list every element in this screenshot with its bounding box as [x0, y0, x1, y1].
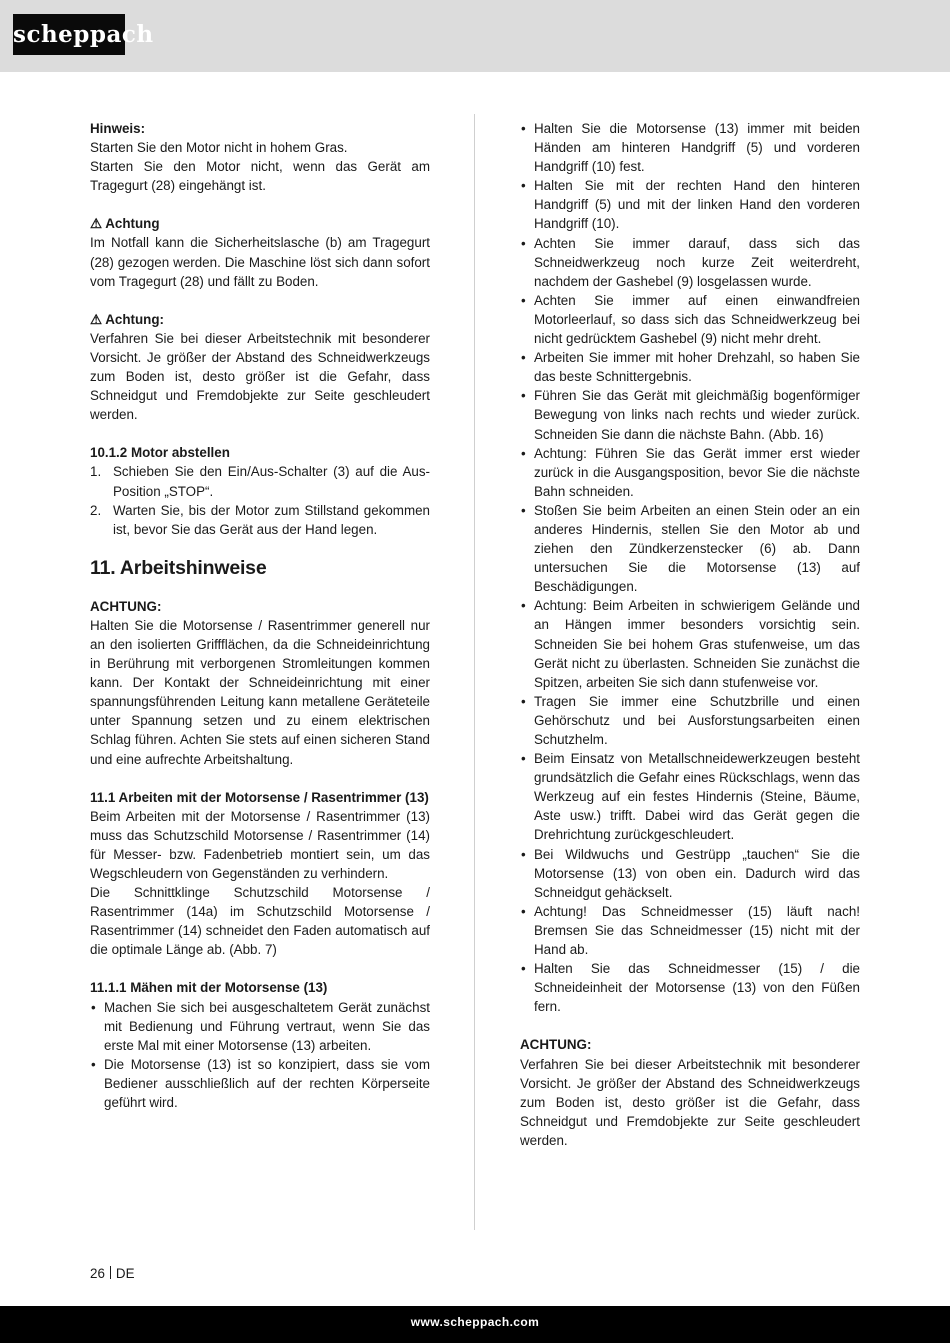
list-item: 2. Warten Sie, bis der Motor zum Stillstand gekommen ist, bevor Sie das Gerät aus der Hand legen.: [90, 502, 430, 537]
achtung-text-3: Halten Sie die Motorsense / Rasentrimmer generell nur an den isolierten Griffflächen, da die Schneideinrichtung in Berührung mit verborgenen Stromleitungen kommen kann. Der Kontakt der Schneideinrichtung mit einer spannungsführenden Leitung kann metallene Geräteteile unter Spannung setzen und zu einem elektrischen Schlag führen. Achten Sie stets auf einen sicheren Stand und eine aufrechte Arbeitshaltung.: [90, 617, 430, 767]
list-item: • Halten Sie die Motorsense (13) immer mit beiden Händen am hinteren Handgriff (5) und vorderen Handgriff (10) fest.: [520, 119, 860, 176]
motor-abstellen-heading: 10.1.2 Motor abstellen: [90, 445, 230, 461]
list-item: • Bei Wildwuchs und Gestrüpp „tauchen“ Sie die Motorsense (13) von oben ein. Dadurch wird das Schneidgut gehäckselt.: [520, 845, 860, 902]
list-item: • Halten Sie mit der rechten Hand den hinteren Handgriff (5) und mit der linken Hand den vorderen Handgriff (10).: [520, 176, 860, 233]
list-item: • Halten Sie das Schneidmesser (15) / die Schneideinheit der Motorsense (13) von den Füßen fern.: [520, 959, 860, 1016]
list-item: • Achtung: Beim Arbeiten in schwierigem Gelände und an Hängen immer besonders vorsichtig sein. Schneiden Sie bei hohem Gras stufenweise, um das Gerät nicht zu überlasten. Schneiden Sie zunächst die Spitzen, arbeiten Sie sich dann stufenweise vor.: [520, 596, 860, 691]
achtung-heading-right: ACHTUNG:: [520, 1037, 592, 1053]
page-number-separator: [110, 1266, 111, 1279]
page-number: [90, 1265, 135, 1283]
list-item: • Führen Sie das Gerät mit gleichmäßig bogenförmiger Bewegung von links nach rechts und wieder zurück. Schneiden Sie dann die nächste Bahn. (Abb. 16): [520, 386, 860, 443]
achtung-text-1: Im Notfall kann die Sicherheitslasche (b) am Tragegurt (28) gezogen werden. Die Maschine löst sich dann sofort vom Tragegurt (28) und fällt zu Boden.: [90, 235, 430, 289]
subsection-11-1-1-heading: 11.1.1 Mähen mit der Motorsense (13): [90, 980, 328, 996]
list-item: • Achten Sie immer auf einen einwandfreien Motorleerlauf, so dass sich das Schneidwerkzeug bei nicht gedrücktem Gashebel (9) nicht mehr dreht.: [520, 291, 860, 348]
list-item: • Achtung: Führen Sie das Gerät immer erst wieder zurück in die Ausgangsposition, bevor Sie die nächste Bahn schneiden.: [520, 444, 860, 501]
work-instructions-list: [520, 119, 860, 1016]
hinweis-title: Hinweis:: [90, 121, 146, 136]
achtung-text-2: Verfahren Sie bei dieser Arbeitstechnik mit besonderer Vorsicht. Je größer der Abstand des Schneidwerkzeugs zum Boden ist, desto größer ist die Gefahr, dass Schneidgut und Fremdobjekte zur Seite geschleudert werden.: [90, 330, 430, 423]
list-item: • Beim Einsatz von Metallschneidewerkzeugen besteht grundsätzlich die Gefahr eines Rückschlags, wenn das Werkzeug auf ein festes Hindernis (Steine, Bäume, Aste usw.) trifft. Dabei wird das Gerät gegen die Drehrichtung zurückgeschleudert.: [520, 749, 860, 844]
page-header: [0, 0, 950, 72]
scheppach-logo: scheppach: [13, 14, 125, 55]
list-item: • Machen Sie sich bei ausgeschaltetem Gerät zunächst mit Bedienung und Führung vertraut, wenn Sie das erste Mal mit einer Motorsense (13) arbeiten.: [90, 998, 430, 1055]
column-divider: [474, 114, 475, 1230]
subsection-11-1-heading: 11.1 Arbeiten mit der Motorsense / Rasentrimmer (13): [90, 789, 429, 805]
footer-bar: [0, 1306, 950, 1343]
right-column: [520, 119, 860, 1150]
achtung-heading-3: ACHTUNG:: [90, 598, 162, 614]
list-item: • Achtung! Das Schneidmesser (15) läuft nach! Bremsen Sie das Schneidmesser (15) nicht mit der Hand ab.: [520, 902, 860, 959]
motor-steps-list: [90, 462, 430, 538]
subsection-11-1-text-2: Die Schnittklinge Schutzschild Motorsense / Rasentrimmer (14a) im Schutzschild Motorsense / Rasentrimmer (14) schneidet den Faden automatisch auf die optimale Länge ab. (Abb. 7): [90, 885, 430, 958]
section-heading: 11. Arbeitshinweise: [90, 556, 267, 579]
list-item: • Stoßen Sie beim Arbeiten an einen Stein oder an ein anderes Hindernis, stellen Sie den Motor ab und ziehen den Zündkerzenstecker (6) ab. Dann untersuchen Sie die Motorsense (13) auf Beschädigungen.: [520, 501, 860, 596]
maehen-bullet-list: [90, 998, 430, 1113]
hinweis-text-2: Starten Sie den Motor nicht, wenn das Gerät am Tragegurt (28) eingehängt ist.: [90, 159, 430, 194]
achtung-heading-2: ⚠ Achtung:: [90, 311, 164, 327]
list-item: 1. Schieben Sie den Ein/Aus-Schalter (3) auf die Aus-Position „STOP“.: [90, 464, 430, 499]
achtung-text-right: Verfahren Sie bei dieser Arbeitstechnik mit besonderer Vorsicht. Je größer der Abstand des Schneidwerkzeugs zum Boden ist, desto größer ist die Gefahr, dass Schneidgut und Fremdobjekte zur Seite geschleudert werden.: [520, 1056, 860, 1148]
list-item: • Tragen Sie immer eine Schutzbrille und einen Gehörschutz und bei Ausforstungsarbeiten einen Schutzhelm.: [520, 692, 860, 749]
website-link[interactable]: www.scheppach.com: [410, 1315, 540, 1329]
left-column: [90, 119, 430, 1112]
page-number-value: 26: [90, 1266, 105, 1281]
hinweis-text-1: Starten Sie den Motor nicht in hohem Gras.: [90, 140, 348, 156]
language-code: DE: [115, 1266, 135, 1281]
list-item: • Arbeiten Sie immer mit hoher Drehzahl, so haben Sie das beste Schnittergebnis.: [520, 348, 860, 386]
subsection-11-1-text-1: Beim Arbeiten mit der Motorsense / Rasentrimmer (13) muss das Schutzschild Motorsense / Rasentrimmer (14) für Messer- bzw. Fadenbetrieb montiert sein, um das Wegschleudern von Gegenständen zu verhindern.: [90, 808, 430, 881]
list-item: • Achten Sie immer darauf, dass sich das Schneidwerkzeug noch kurze Zeit weiterdreht, nachdem der Gashebel (9) losgelassen wurde.: [520, 234, 860, 291]
list-item: • Die Motorsense (13) ist so konzipiert, dass sie vom Bediener ausschließlich auf der rechten Körperseite geführt wird.: [90, 1055, 430, 1112]
achtung-heading-1: ⚠ Achtung: [90, 216, 160, 232]
